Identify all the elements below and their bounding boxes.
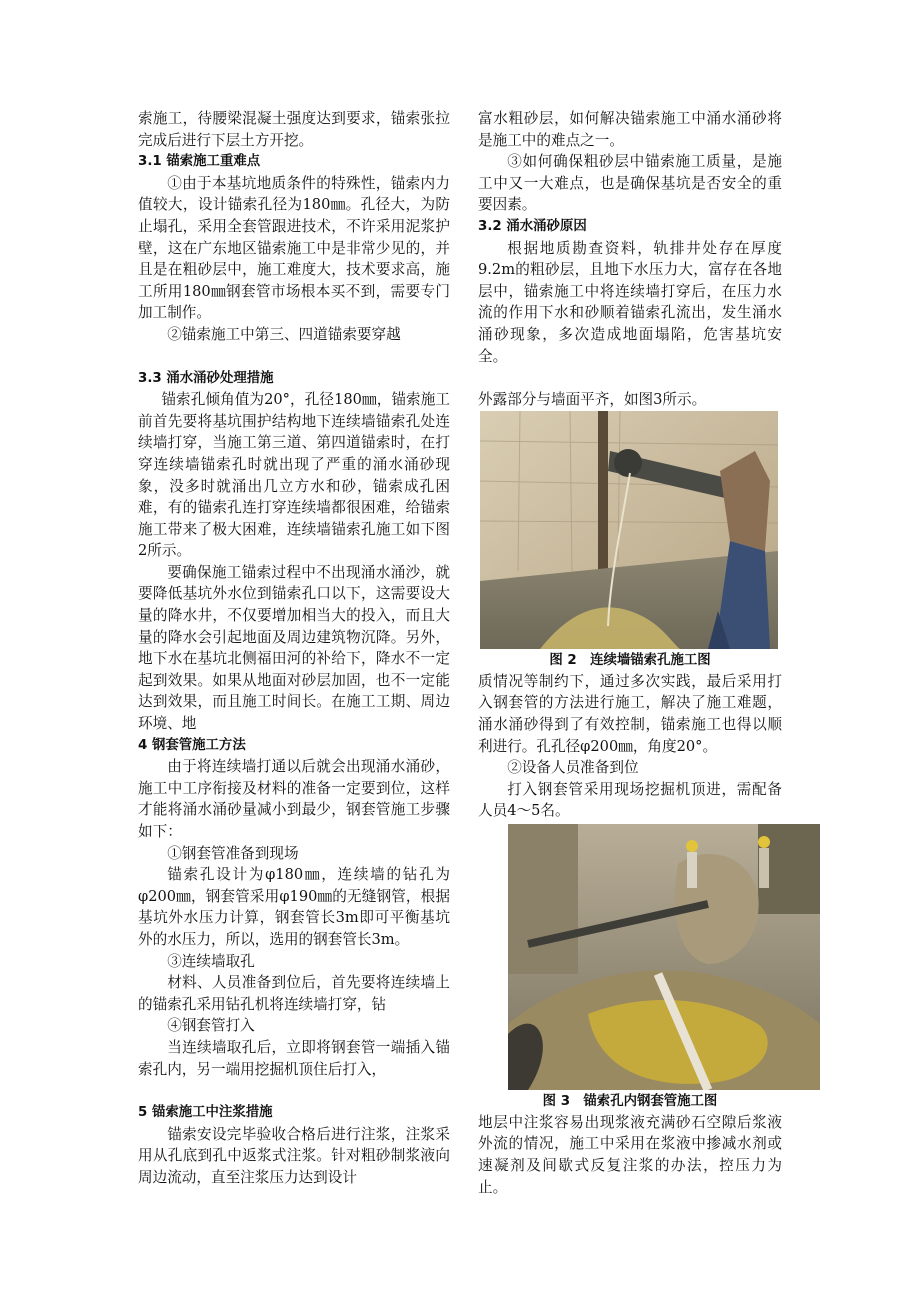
paragraph: 索施工，待腰梁混凝土强度达到要求，锚索张拉完成后进行下层土方开挖。	[138, 110, 450, 149]
paragraph: 外露部分与墙面平齐，如图3所示。	[478, 391, 707, 409]
figure-2-caption: 图 2 连续墙锚索孔施工图	[549, 652, 711, 668]
paragraph: ③连续墙取孔	[167, 952, 255, 970]
figure-2-photo	[480, 411, 778, 649]
drilling-photo-illustration	[480, 411, 778, 649]
paragraph: 锚索孔设计为φ180㎜，连续墙的钻孔为φ200㎜，钢套管采用φ190㎜的无缝钢管，根据基坑外水压力计算，钢套管长3m即可平衡基坑外的水压力，所以，选用的钢套管长3m。	[138, 866, 450, 948]
paragraph: 锚索孔倾角值为20°，孔径180㎜，锚索施工前首先要将基坑围护结构地下连续墙锚索孔处连续墙打穿，当施工第三道、第四道锚索时，在打穿连续墙锚索孔时就出现了严重的涌水涌砂现象，没多时就涌出几立方水和砂，锚索成孔困难，有的锚索孔连打穿连续墙都很困难，给锚索施工带来了极大困难，连续墙锚索孔施工如下图2所示。	[138, 391, 450, 560]
paragraph: 当连续墙取孔后，立即将钢套管一端插入锚索孔内，另一端用挖掘机顶住后打入，	[138, 1038, 450, 1078]
paragraph: ④钢套管打入	[167, 1017, 255, 1035]
paragraph: ②设备人员准备到位	[507, 759, 639, 777]
section-heading-3-2: 3.2 涌水涌砂原因	[478, 218, 587, 234]
figure-3-photo	[508, 824, 820, 1090]
paragraph: 质情况等制约下，通过多次实践，最后采用打入钢套管的方法进行施工，解决了施工难题，涌水涌砂得到了有效控制，锚索施工也得以顺利进行。孔孔径φ200㎜，角度20°。	[478, 672, 782, 755]
section-heading-3-3: 3.3 涌水涌砂处理措施	[138, 370, 274, 386]
paragraph: 打入钢套管采用现场挖掘机顶进，需配备人员4～5名。	[478, 780, 782, 820]
paragraph: 地层中注浆容易出现浆液充满砂石空隙后浆液外流的情况，施工中采用在浆液中掺减水剂或速凝剂及间歇式反复注浆的办法，控压力为止。	[478, 1113, 782, 1196]
section-heading-3-1: 3.1 锚索施工重难点	[138, 154, 261, 170]
figure-3-caption: 图 3 锚索孔内钢套管施工图	[542, 1093, 718, 1109]
paragraph: 锚索安设完毕验收合格后进行注浆，注浆采用从孔底到孔中返浆式注浆。针对粗砂制浆液向周边流动，直至注浆压力达到设计	[138, 1125, 450, 1186]
paragraph: ①由于本基坑地质条件的特殊性，锚索内力值较大，设计锚索孔径为180㎜。孔径大，为防止塌孔，采用全套管跟进技术，不许采用泥浆护壁，这在广东地区锚索施工中是非常少见的，并且是在粗砂层中，施工难度大，技术要求高，施工所用180㎜钢套管市场根本买不到，需要专门加工制作。	[138, 174, 450, 322]
section-heading-5: 5 锚索施工中注浆措施	[138, 1105, 273, 1121]
paragraph: ③如何确保粗砂层中锚索施工质量，是施工中又一大难点，也是确保基坑是否安全的重要因素。	[478, 153, 782, 214]
paragraph: ①钢套管准备到现场	[167, 844, 299, 862]
left-column	[138, 108, 450, 1189]
paragraph: ②锚索施工中第三、四道锚索要穿越	[167, 325, 401, 343]
right-column	[478, 108, 782, 1198]
paragraph: 要确保施工锚索过程中不出现涌水涌沙，就要降低基坑外水位到锚索孔口以下，这需要设大量的降水井，不仅要增加相当大的投入，而且大量的降水会引起地面及周边建筑物沉降。另外，地下水在基坑北侧福田河的补给下，降水不一定起到效果。如果从地面对砂层加固，也不一定能达到效果，而且施工时间长。在施工工期、周边环境、地	[138, 563, 450, 733]
paragraph: 由于将连续墙打通以后就会出现涌水涌砂，施工中工序衔接及材料的准备一定要到位，这样才能将涌水涌砂量减小到最少，钢套管施工步骤如下：	[138, 758, 450, 840]
section-heading-4: 4 钢套管施工方法	[138, 737, 246, 753]
steel-casing-photo-illustration	[508, 824, 820, 1090]
paragraph: 根据地质勘查资料，轨排井处存在厚度9.2m的粗砂层，且地下水压力大，富存在各地层中，锚索施工中将连续墙打穿后，在压力水流的作用下水和砂顺着锚索孔流出，发生涌水涌砂现象，多次造成地面塌陷，危害基坑安全。	[478, 239, 782, 365]
paragraph: 富水粗砂层，如何解决锚索施工中涌水涌砂将是施工中的难点之一。	[478, 110, 782, 149]
paragraph: 材料、人员准备到位后，首先要将连续墙上的锚索孔采用钻孔机将连续墙打穿，钻	[138, 974, 450, 1013]
